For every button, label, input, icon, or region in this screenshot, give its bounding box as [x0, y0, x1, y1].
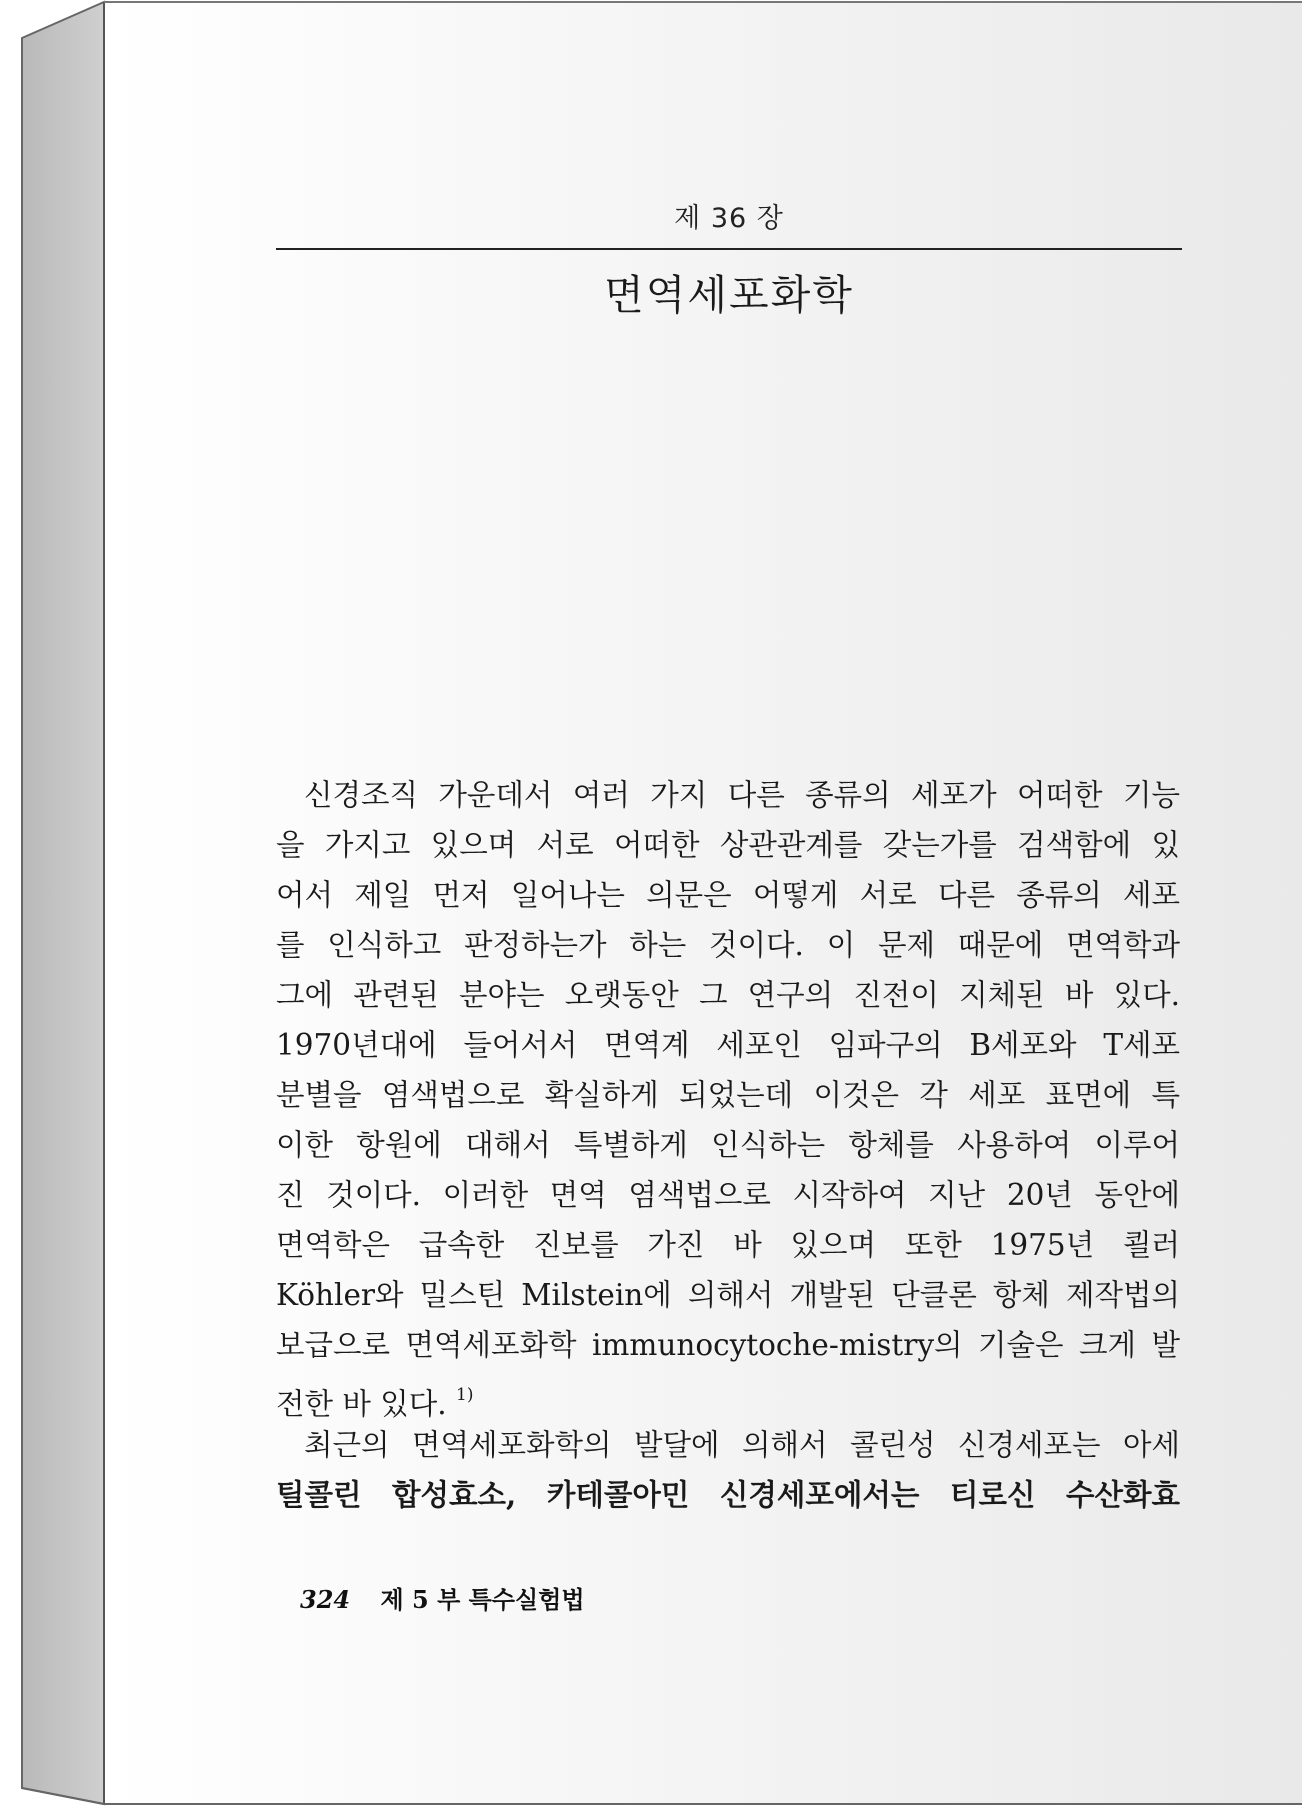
body-line [276, 1420, 1180, 1470]
body-paragraphs [276, 770, 1180, 1520]
body-line-text: 이한 항원에 대해서 특별하게 인식하는 항체를 사용하여 이루어 [276, 1128, 1180, 1162]
chapter-title: 면역세포화학 [604, 271, 854, 319]
body-line [276, 770, 1180, 820]
book-spine [22, 2, 104, 1804]
body-line-text: 그에 관련된 분야는 오랫동안 그 연구의 진전이 지체된 바 있다. [276, 978, 1180, 1012]
body-line [276, 820, 1180, 870]
body-line [276, 1070, 1180, 1120]
body-line [276, 1470, 1180, 1520]
footer-part-title: 제 5 부 특수실험법 [380, 1585, 585, 1614]
body-line-text: 을 가지고 있으며 서로 어떠한 상관관계를 갖는가를 검색함에 있 [276, 828, 1180, 862]
body-line-text: 보급으로 면역세포화학 immunocytoche-mistry의 기술은 크게 발 [276, 1328, 1180, 1362]
body-line [276, 920, 1180, 970]
body-line-text: 어서 제일 먼저 일어나는 의문은 어떻게 서로 다른 종류의 세포 [276, 878, 1180, 912]
body-line-text: 진 것이다. 이러한 면역 염색법으로 시작하여 지난 20년 동안에 [276, 1178, 1180, 1212]
body-line [276, 1020, 1180, 1070]
body-line-text: 최근의 면역세포화학의 발달에 의해서 콜린성 신경세포는 아세 [304, 1428, 1180, 1462]
page-footer [300, 1580, 585, 1615]
body-line [276, 1170, 1180, 1220]
body-line-text: 전한 바 있다. [276, 1387, 447, 1420]
footnote-marker: 1) [456, 1385, 474, 1405]
body-line [276, 970, 1180, 1020]
body-line-text: 를 인식하고 판정하는가 하는 것이다. 이 문제 때문에 면역학과 [276, 928, 1180, 962]
body-line-text: 1970년대에 들어서서 면역계 세포인 임파구의 B세포와 T세포 [276, 1028, 1180, 1062]
body-line [276, 1220, 1180, 1270]
body-line [276, 1120, 1180, 1170]
body-line [276, 870, 1180, 920]
body-line-text: Köhler와 밀스틴 Milstein에 의해서 개발된 단클론 항체 제작법의 [276, 1278, 1180, 1312]
body-line [276, 1320, 1180, 1370]
body-line [276, 1270, 1180, 1320]
page-number: 324 [300, 1585, 351, 1614]
body-line-text: 신경조직 가운데서 여러 가지 다른 종류의 세포가 어떠한 기능 [304, 778, 1180, 812]
chapter-label: 제 36 장 [674, 203, 784, 234]
body-line-text: 분별을 염색법으로 확실하게 되었는데 이것은 각 세포 표면에 특 [276, 1078, 1180, 1112]
body-line [276, 1370, 1180, 1420]
body-line-text: 틸콜린 합성효소, 카테콜아민 신경세포에서는 티로신 수산화효 [276, 1477, 1180, 1512]
body-line-text: 면역학은 급속한 진보를 가진 바 있으며 또한 1975년 쾰러 [276, 1228, 1180, 1262]
chapter-divider [276, 248, 1182, 250]
